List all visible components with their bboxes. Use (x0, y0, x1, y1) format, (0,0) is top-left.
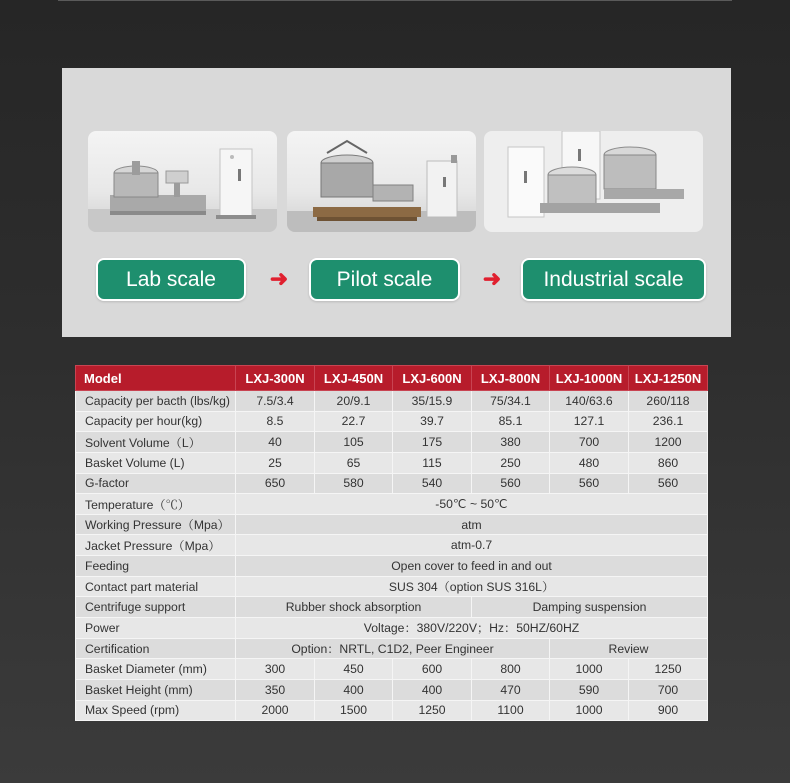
pilot-scale-label: Pilot scale (309, 258, 460, 301)
table-cell: 7.5/3.4 (236, 391, 315, 412)
table-cell: 250 (472, 452, 550, 473)
table-row (76, 556, 708, 577)
row-label: Max Speed (rpm) (76, 700, 236, 721)
table-cell: 600 (393, 659, 472, 680)
table-cell: 700 (629, 679, 708, 700)
table-row (76, 576, 708, 597)
table-cell: 85.1 (472, 411, 550, 432)
table-cell: 20/9.1 (315, 391, 393, 412)
pilot-scale-machine-photo (287, 131, 476, 232)
table-cell: 1000 (550, 700, 629, 721)
table-row (76, 473, 708, 494)
table-row (76, 432, 708, 453)
table-cell: 350 (236, 679, 315, 700)
row-label: Temperature（℃） (76, 494, 236, 515)
table-cell: 560 (472, 473, 550, 494)
specification-table (75, 365, 708, 721)
table-cell: Open cover to feed in and out (236, 556, 708, 577)
header-lxj-300n: LXJ-300N (236, 366, 315, 391)
table-row (76, 391, 708, 412)
table-cell: 300 (236, 659, 315, 680)
row-label: Feeding (76, 556, 236, 577)
table-cell: 260/118 (629, 391, 708, 412)
table-cell: 560 (550, 473, 629, 494)
table-row (76, 700, 708, 721)
table-cell: 450 (315, 659, 393, 680)
table-row (76, 618, 708, 639)
table-cell: Damping suspension (472, 597, 708, 618)
industrial-scale-label: Industrial scale (521, 258, 706, 301)
header-model: Model (76, 366, 236, 391)
lab-scale-label: Lab scale (96, 258, 246, 301)
table-cell: atm (236, 514, 708, 535)
table-cell: 400 (315, 679, 393, 700)
table-cell: 236.1 (629, 411, 708, 432)
table-cell: 860 (629, 452, 708, 473)
table-cell: 1200 (629, 432, 708, 453)
table-cell: 35/15.9 (393, 391, 472, 412)
table-cell: 1000 (550, 659, 629, 680)
header-lxj-1250n: LXJ-1250N (629, 366, 708, 391)
header-lxj-450n: LXJ-450N (315, 366, 393, 391)
scale-progression-panel (62, 68, 731, 337)
row-label: Certification (76, 638, 236, 659)
table-cell: 470 (472, 679, 550, 700)
header-lxj-1000n: LXJ-1000N (550, 366, 629, 391)
table-cell: 40 (236, 432, 315, 453)
row-label: Jacket Pressure（Mpa） (76, 535, 236, 556)
table-cell: 580 (315, 473, 393, 494)
lab-scale-machine-photo (88, 131, 277, 232)
table-cell: 175 (393, 432, 472, 453)
row-label: Power (76, 618, 236, 639)
table-cell: 380 (472, 432, 550, 453)
table-cell: 560 (629, 473, 708, 494)
table-cell: 8.5 (236, 411, 315, 432)
row-label: Basket Height (mm) (76, 679, 236, 700)
top-divider (58, 0, 732, 1)
table-cell: Rubber shock absorption (236, 597, 472, 618)
table-cell: 1250 (629, 659, 708, 680)
table-cell: 700 (550, 432, 629, 453)
table-row (76, 597, 708, 618)
table-row (76, 411, 708, 432)
table-cell: SUS 304（option SUS 316L） (236, 576, 708, 597)
row-label: G-factor (76, 473, 236, 494)
table-cell: Review (550, 638, 708, 659)
chevron-right-icon: ➜ (269, 266, 289, 291)
table-cell: 65 (315, 452, 393, 473)
row-label: Solvent Volume（L） (76, 432, 236, 453)
row-label: Basket Diameter (mm) (76, 659, 236, 680)
table-row (76, 514, 708, 535)
table-row (76, 494, 708, 515)
header-lxj-600n: LXJ-600N (393, 366, 472, 391)
table-cell: 1100 (472, 700, 550, 721)
table-cell: atm-0.7 (236, 535, 708, 556)
table-cell: 590 (550, 679, 629, 700)
table-cell: 39.7 (393, 411, 472, 432)
row-label: Working Pressure（Mpa） (76, 514, 236, 535)
table-cell: 900 (629, 700, 708, 721)
header-lxj-800n: LXJ-800N (472, 366, 550, 391)
table-cell: Voltage：380V/220V；Hz：50HZ/60HZ (236, 618, 708, 639)
table-cell: -50℃ ~ 50℃ (236, 494, 708, 515)
row-label: Basket Volume (L) (76, 452, 236, 473)
table-header-row (76, 366, 708, 391)
table-cell: 22.7 (315, 411, 393, 432)
industrial-scale-machine-photo (484, 131, 703, 232)
table-cell: 480 (550, 452, 629, 473)
table-row (76, 535, 708, 556)
table-row (76, 679, 708, 700)
table-cell: 140/63.6 (550, 391, 629, 412)
table-cell: 115 (393, 452, 472, 473)
row-label: Centrifuge support (76, 597, 236, 618)
table-cell: 75/34.1 (472, 391, 550, 412)
table-row (76, 659, 708, 680)
table-row (76, 638, 708, 659)
chevron-right-icon: ➜ (482, 266, 502, 291)
row-label: Contact part material (76, 576, 236, 597)
table-cell: 25 (236, 452, 315, 473)
table-cell: 105 (315, 432, 393, 453)
table-cell: 400 (393, 679, 472, 700)
table-cell: Option：NRTL, C1D2, Peer Engineer (236, 638, 550, 659)
table-cell: 1500 (315, 700, 393, 721)
row-label: Capacity per bacth (lbs/kg) (76, 391, 236, 412)
row-label: Capacity per hour(kg) (76, 411, 236, 432)
table-cell: 1250 (393, 700, 472, 721)
table-cell: 650 (236, 473, 315, 494)
table-row (76, 452, 708, 473)
table-cell: 800 (472, 659, 550, 680)
table-cell: 127.1 (550, 411, 629, 432)
table-cell: 2000 (236, 700, 315, 721)
table-cell: 540 (393, 473, 472, 494)
